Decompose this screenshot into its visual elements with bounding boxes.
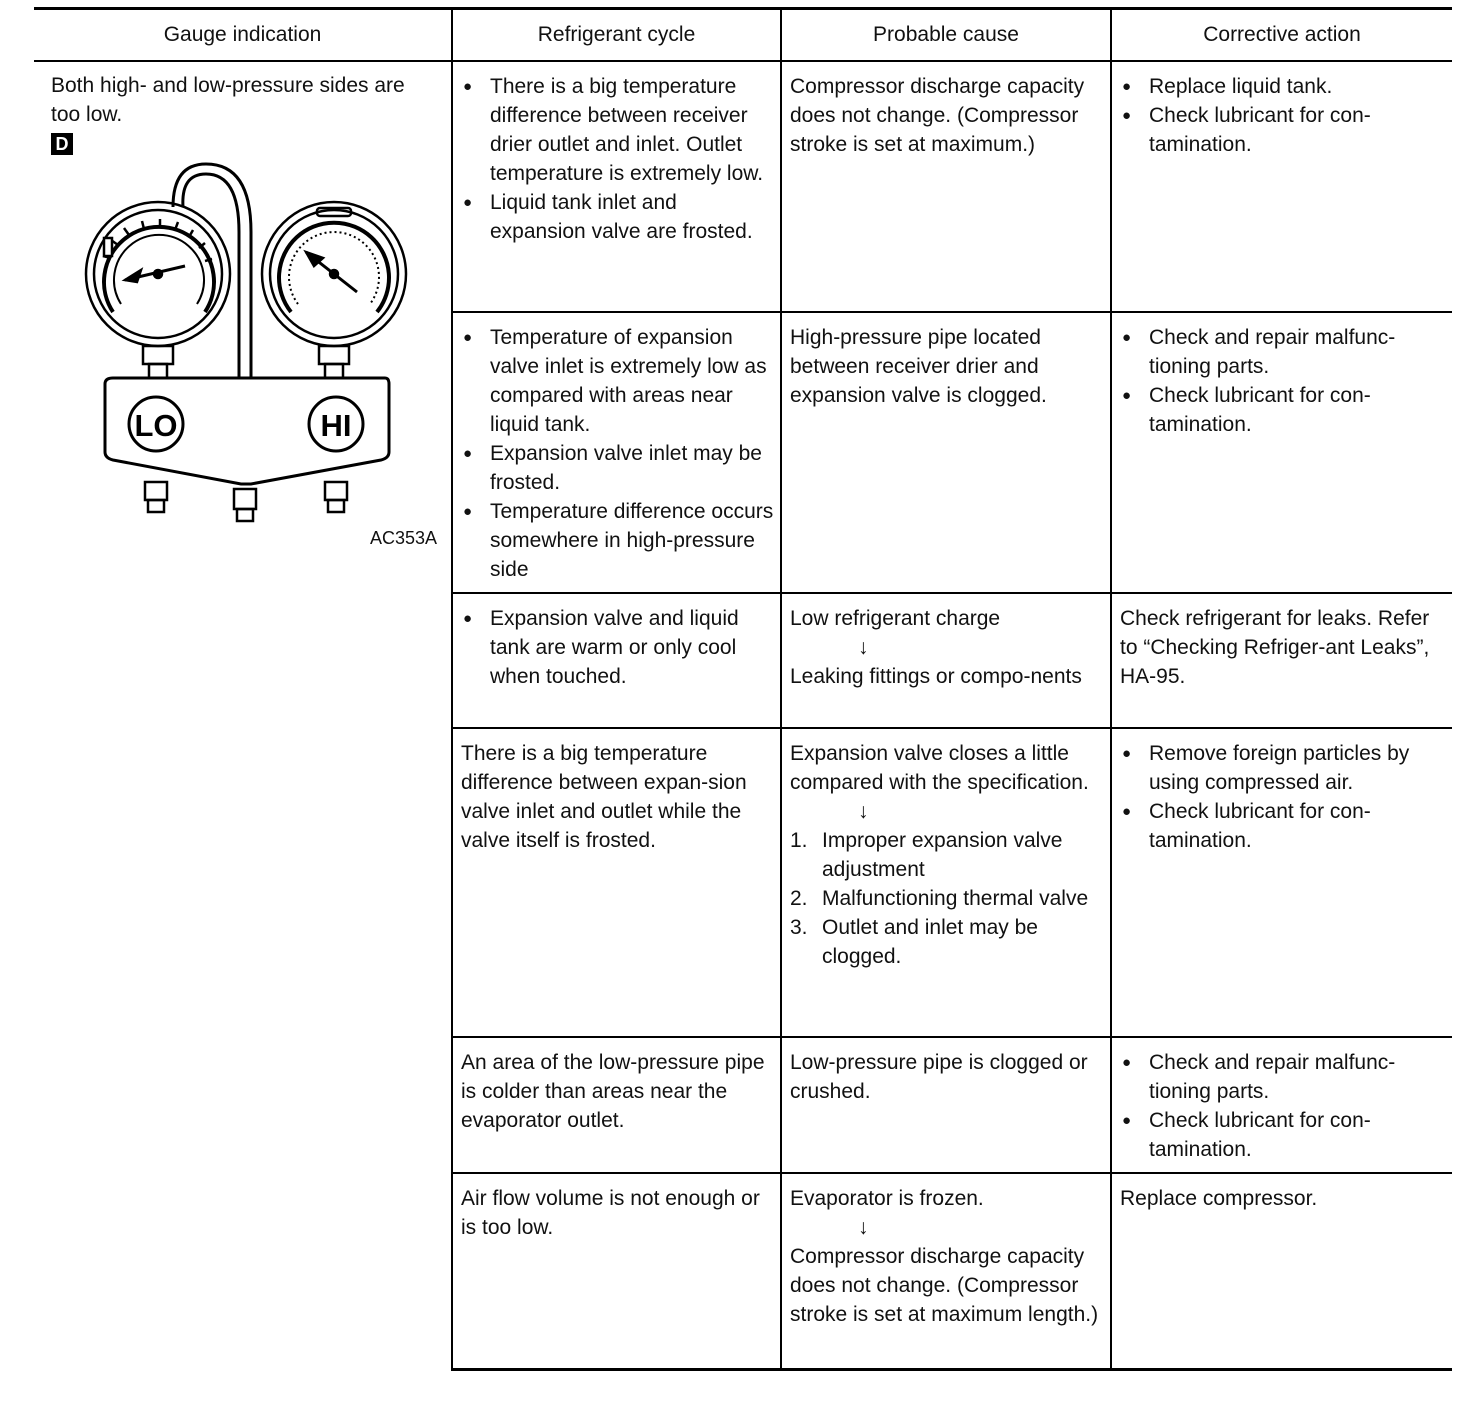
list-item: ● Remove foreign particles by using compressed air. <box>1120 739 1446 797</box>
list-item: ● Expansion valve inlet may be frosted. <box>461 439 774 497</box>
list-item: ● Check and repair malfunc-tioning parts. <box>1120 323 1446 381</box>
list-item: ● Temperature difference occurs somewhere in high-pressure side <box>461 497 774 584</box>
manifold-gauge-illustration <box>51 162 446 572</box>
list-number: 2. <box>790 887 808 910</box>
probable-cause-cell: Low-pressure pipe is clogged or crushed. <box>781 1037 1111 1173</box>
corrective-action-cell: Replace compressor. <box>1111 1173 1452 1369</box>
cause-text: Expansion valve closes a little compared with the specification. <box>790 742 1089 794</box>
list-item: ● Expansion valve and liquid tank are warm or only cool when touched. <box>461 604 774 691</box>
condition-badge: D <box>51 133 73 155</box>
cause-text: Compressor discharge capacity does not change. (Compressor stroke is set at maximum length.) <box>790 1245 1099 1326</box>
down-arrow-icon: ↓ <box>858 636 869 659</box>
cause-text: Leaking fittings or compo-nents <box>790 665 1082 688</box>
refrigerant-cycle-cell <box>452 61 781 312</box>
list-item: ● Temperature of expansion valve inlet is extremely low as compared with areas near liquid tank. <box>461 323 774 439</box>
cause-list <box>790 826 1104 971</box>
list-item <box>790 826 1104 884</box>
troubleshooting-table <box>34 7 1452 1371</box>
list-item <box>790 913 1104 971</box>
header-probable-cause: Probable cause <box>781 9 1111 62</box>
list-text: Malfunctioning thermal valve <box>822 887 1089 910</box>
probable-cause-cell <box>781 728 1111 1037</box>
down-arrow-icon: ↓ <box>858 1216 869 1239</box>
troubleshooting-table-page <box>34 7 1452 1371</box>
header-refrigerant-cycle: Refrigerant cycle <box>452 9 781 62</box>
refrigerant-cycle-cell: Air flow volume is not enough or is too low. <box>452 1173 781 1369</box>
list-text: Outlet and inlet may be clogged. <box>822 916 1038 968</box>
corrective-action-cell <box>1111 728 1452 1037</box>
probable-cause-cell <box>781 1173 1111 1369</box>
refrigerant-cycle-cell: An area of the low-pressure pipe is colder than areas near the evaporator outlet. <box>452 1037 781 1173</box>
table-row <box>34 61 1452 312</box>
header-gauge-indication: Gauge indication <box>34 9 452 62</box>
gauge-indication-cell <box>34 61 452 1369</box>
probable-cause-cell: Compressor discharge capacity does not change. (Compressor stroke is set at maximum.) <box>781 61 1111 312</box>
list-item: ● Check lubricant for con-tamination. <box>1120 797 1446 855</box>
cause-text: Evaporator is frozen. <box>790 1187 984 1210</box>
corrective-action-cell <box>1111 61 1452 312</box>
manifold-gauge-figure <box>51 162 446 572</box>
refrigerant-cycle-cell <box>452 312 781 593</box>
header-corrective-action: Corrective action <box>1111 9 1452 62</box>
list-number: 3. <box>790 916 808 939</box>
header-row <box>34 9 1452 62</box>
probable-cause-cell <box>781 593 1111 728</box>
corrective-action-cell <box>1111 1037 1452 1173</box>
list-number: 1. <box>790 829 808 852</box>
figure-id: AC353A <box>370 528 438 548</box>
probable-cause-cell: High-pressure pipe located between receiver drier and expansion valve is clogged. <box>781 312 1111 593</box>
gauge-indication-text: Both high- and low-pressure sides are too low. <box>51 74 405 126</box>
refrigerant-cycle-cell: There is a big temperature difference between expan-sion valve inlet and outlet while the valve itself is frosted. <box>452 728 781 1037</box>
hi-label: HI <box>320 408 352 443</box>
down-arrow-icon: ↓ <box>858 800 869 823</box>
list-item: ● Liquid tank inlet and expansion valve are frosted. <box>461 188 774 246</box>
list-text: Improper expansion valve adjustment <box>822 829 1063 881</box>
list-item: ● There is a big temperature difference between receiver drier outlet and inlet. Outlet temperature is extremely low. <box>461 72 774 188</box>
list-item: ● Check and repair malfunc-tioning parts. <box>1120 1048 1446 1106</box>
list-item: ● Check lubricant for con-tamination. <box>1120 1106 1446 1164</box>
list-item: ● Replace liquid tank. <box>1120 72 1446 101</box>
lo-label: LO <box>134 408 178 443</box>
refrigerant-cycle-cell <box>452 593 781 728</box>
list-item: ● Check lubricant for con-tamination. <box>1120 101 1446 159</box>
corrective-action-cell <box>1111 312 1452 593</box>
list-item: ● Check lubricant for con-tamination. <box>1120 381 1446 439</box>
list-item <box>790 884 1104 913</box>
corrective-action-cell: Check refrigerant for leaks. Refer to “Checking Refriger-ant Leaks”, HA-95. <box>1111 593 1452 728</box>
cause-text: Low refrigerant charge <box>790 607 1001 630</box>
